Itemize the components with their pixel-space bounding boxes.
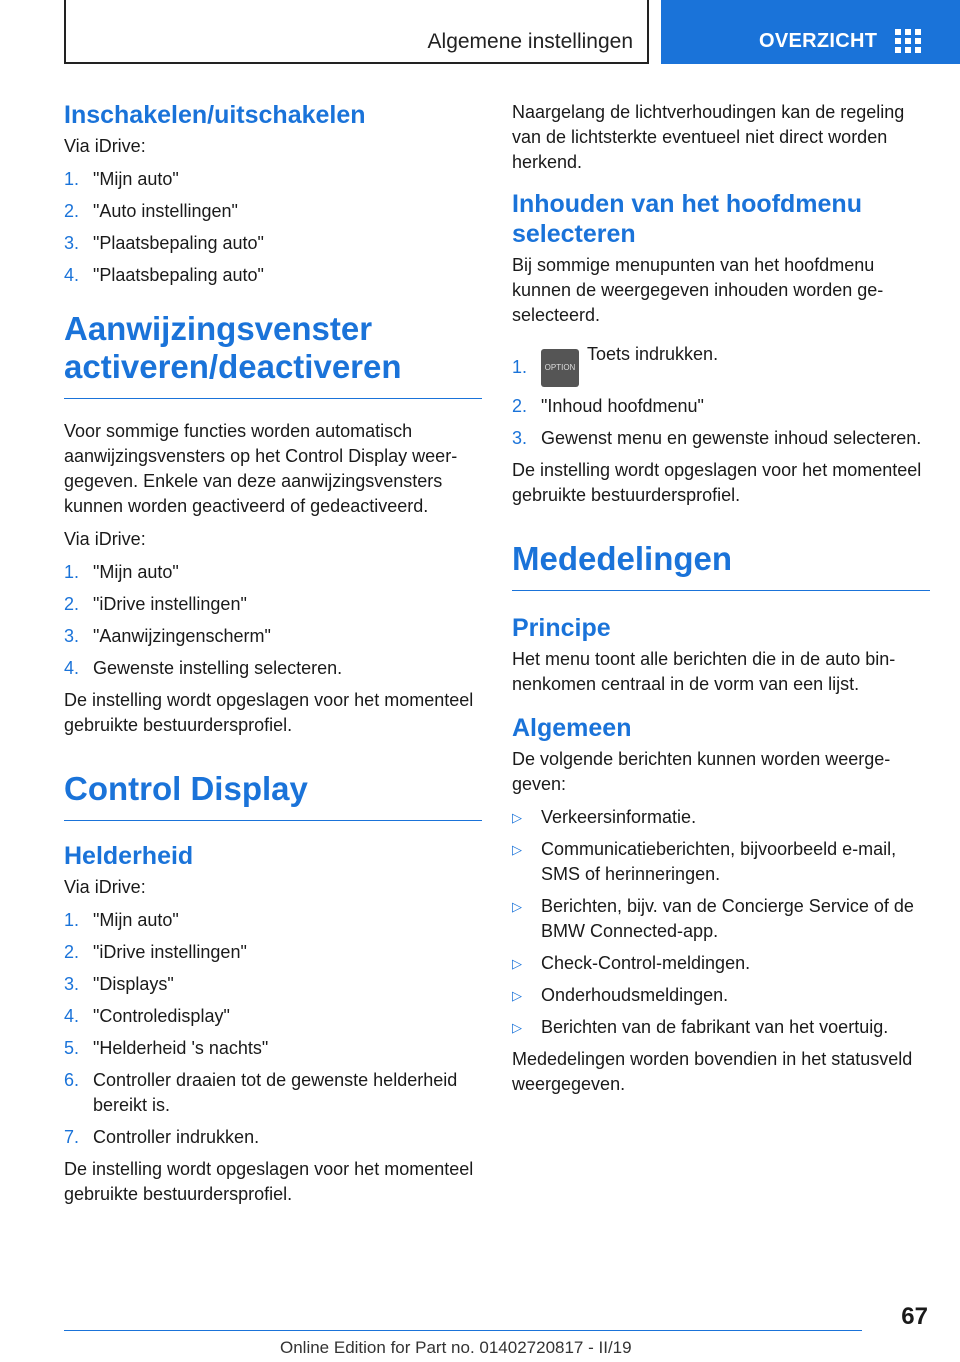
list-item: 3. "Plaatsbepaling auto" <box>64 233 264 253</box>
section-heading: Control Display <box>64 770 482 821</box>
list-item: ▷ Communicatieberichten, bijvoorbeeld e-mail, SMS of herinneringen. <box>512 839 897 884</box>
paragraph: De instelling wordt opgeslagen voor het momenteel gebruikte bestuurdersprofiel. <box>64 1159 474 1204</box>
list-item: 2. "Inhoud hoofdmenu" <box>512 396 704 416</box>
subsection-title: Principe <box>512 614 611 642</box>
column-left <box>64 100 482 1215</box>
list-item: 4. Gewenste instelling selecteren. <box>64 658 343 678</box>
list-item: 7. Controller indrukken. <box>64 1127 260 1147</box>
overview-label: OVERZICHT <box>759 30 878 52</box>
paragraph: Voor sommige functies worden automatisch aanwijzingsvensters op het Control Display weergegeven. Enkele van deze aanwijzingsvensters kunnen worden geactiveerd of gedeactiveerd. <box>64 421 458 516</box>
list-item: ▷ Check-Control-meldingen. <box>512 953 751 973</box>
list-item: 3. "Displays" <box>64 974 174 994</box>
column-right <box>512 100 930 1105</box>
steps-list <box>64 908 482 1150</box>
via-text: Via iDrive: <box>64 529 146 549</box>
header-section-tab <box>64 0 649 64</box>
paragraph: Mededelingen worden bovendien in het statusveld weergegeven. <box>512 1049 913 1094</box>
section-heading: Mededelingen <box>512 540 930 591</box>
list-item: ▷ Berichten, bijv. van de Concierge Service of de BMW Connected-app. <box>512 896 914 941</box>
header-section-title: Algemene instellingen <box>427 30 633 53</box>
list-item: 3. Gewenst menu en gewenste inhoud selecteren. <box>512 428 922 448</box>
page-number: 67 <box>901 1303 928 1330</box>
overview-nav-button[interactable] <box>661 0 960 64</box>
bullet-list <box>512 805 930 1040</box>
list-item: 1. OPTIONToets indrukken. <box>512 342 930 387</box>
list-item: 1. "Mijn auto" <box>64 910 179 930</box>
list-item: ▷ Berichten van de fabrikant van het voertuig. <box>512 1017 889 1037</box>
list-item: 4. "Controledisplay" <box>64 1006 230 1026</box>
steps-list <box>64 560 482 681</box>
option-button-icon: OPTION <box>541 349 579 387</box>
subsection-title: Algemeen <box>512 714 632 742</box>
list-item: 2. "iDrive instellingen" <box>64 594 247 614</box>
steps-list <box>64 167 482 288</box>
list-item: 1. "Mijn auto" <box>64 169 179 189</box>
paragraph: De volgende berichten kunnen worden weergegeven: <box>512 749 891 794</box>
footer-divider <box>64 1330 862 1331</box>
list-item: 4. "Plaatsbepaling auto" <box>64 265 264 285</box>
steps-list <box>512 342 930 451</box>
section-heading: Aanwijzingsvenster activeren/deactiveren <box>64 310 482 399</box>
section-title: Inhouden van het hoofdmenu selecteren <box>512 190 862 248</box>
paragraph: Bij sommige menupunten van het hoofdmenu kunnen de weergegeven inhouden worden geselecteerd. <box>512 255 884 325</box>
paragraph: Naargelang de lichtverhoudingen kan de regeling van de lichtsterkte eventueel niet direct worden herkend. <box>512 102 905 172</box>
list-item: 2. "Auto instellingen" <box>64 201 238 221</box>
paragraph: De instelling wordt opgeslagen voor het momenteel gebruikte bestuurdersprofiel. <box>512 460 922 505</box>
via-text: Via iDrive: <box>64 877 146 897</box>
list-item: 5. "Helderheid 's nachts" <box>64 1038 269 1058</box>
grid-icon <box>895 29 921 53</box>
footer-edition: Online Edition for Part no. 01402720817 - II/19 <box>280 1338 632 1357</box>
paragraph: Het menu toont alle berichten die in de auto binnenkomen centraal in de vorm van een lijst. <box>512 649 896 694</box>
paragraph: De instelling wordt opgeslagen voor het momenteel gebruikte bestuurdersprofiel. <box>64 690 474 735</box>
list-item: 3. "Aanwijzingenscherm" <box>64 626 271 646</box>
list-item: ▷ Verkeersinformatie. <box>512 807 697 827</box>
section-title: Inschakelen/uitschakelen <box>64 101 366 129</box>
via-text: Via iDrive: <box>64 136 146 156</box>
list-item: ▷ Onderhoudsmeldingen. <box>512 985 729 1005</box>
list-item: 2. "iDrive instellingen" <box>64 942 247 962</box>
list-item: 1. "Mijn auto" <box>64 562 179 582</box>
subsection-title: Helderheid <box>64 842 194 870</box>
list-item: 6. Controller draaien tot de gewenste helderheid bereikt is. <box>64 1070 458 1115</box>
